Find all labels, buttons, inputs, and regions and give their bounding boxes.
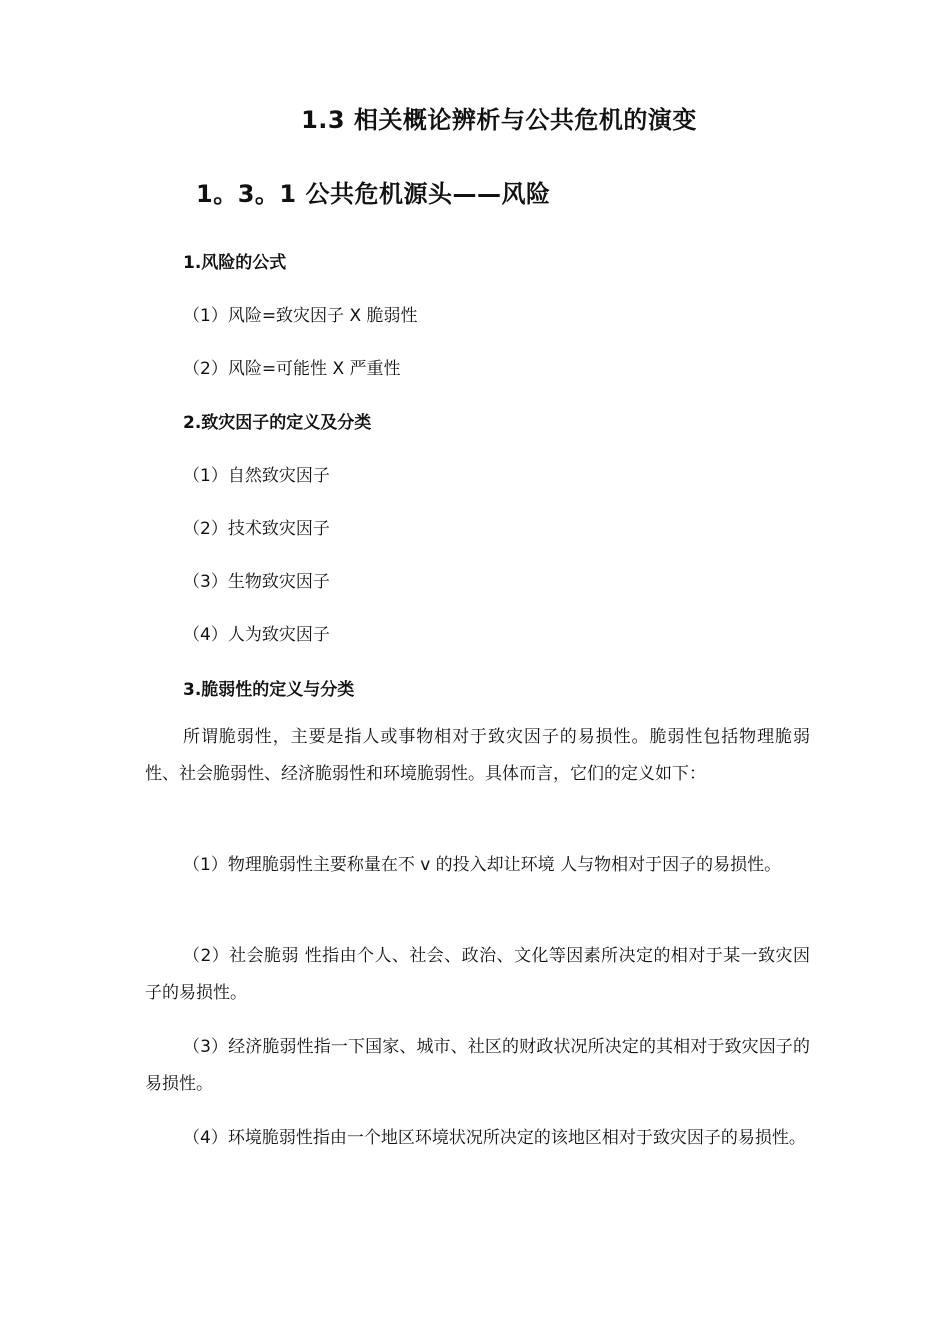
list-item: （1）自然致灾因子 (183, 466, 330, 486)
paragraph-physical-vulnerability: （1）物理脆弱性主要称量在不 v 的投入却让环境 人与物相对于因子的易损性。 (183, 855, 782, 875)
list-item: （3）生物致灾因子 (183, 572, 330, 592)
list-item: （2）风险=可能性 X 严重性 (183, 359, 401, 379)
list-item: （1）风险=致灾因子 X 脆弱性 (183, 306, 418, 326)
paragraph-social-vulnerability: （2）社会脆弱 性指由个人、社会、政治、文化等因素所决定的相对于某一致灾因子的易损性。 (145, 946, 810, 1003)
list-item: （4）人为致灾因子 (183, 625, 330, 645)
subsection-heading-1: 1.风险的公式 (183, 253, 287, 273)
section-title: 1。3。1 公共危机源头——风险 (196, 180, 551, 208)
paragraph-environmental-vulnerability: （4）环境脆弱性指由一个地区环境状况所决定的该地区相对于致灾因子的易损性。 (183, 1128, 806, 1148)
subsection-heading-3: 3.脆弱性的定义与分类 (183, 680, 355, 700)
paragraph-vulnerability-intro: 所谓脆弱性，主要是指人或事物相对于致灾因子的易损性。脆弱性包括物理脆弱性、社会脆弱性、经济脆弱性和环境脆弱性。具体而言，它们的定义如下： (145, 727, 810, 784)
subsection-heading-2: 2.致灾因子的定义及分类 (183, 413, 372, 433)
paragraph-economic-vulnerability: （3）经济脆弱性指一下国家、城市、社区的财政状况所决定的其相对于致灾因子的易损性。 (145, 1037, 810, 1094)
list-item: （2）技术致灾因子 (183, 519, 330, 539)
chapter-title: 1.3 相关概论辨析与公共危机的演变 (301, 106, 697, 134)
